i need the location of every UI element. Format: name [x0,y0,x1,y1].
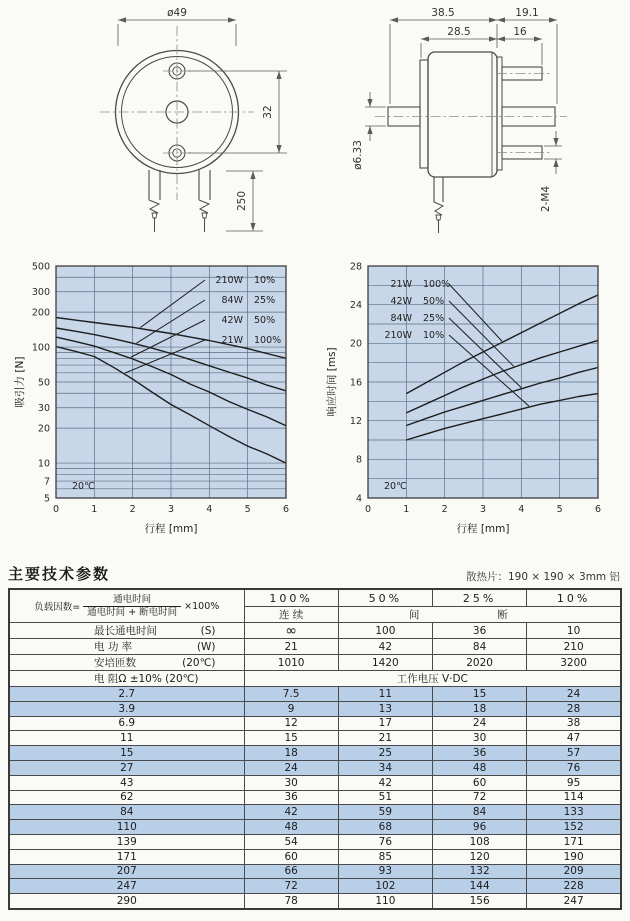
x-tick-label: 5 [244,504,251,515]
y-tick-label: 12 [349,415,362,427]
duty-formula [10,594,244,618]
value-cell: 42 [338,775,432,790]
dim-stud-label: 16 [513,26,527,38]
value-cell: 62 [9,790,244,805]
value-cell: 84 [432,805,526,820]
table-row [9,849,621,864]
value-cell: 110 [338,894,432,909]
y-tick-label: 16 [349,377,362,389]
duty-col-50: 50% [338,589,432,607]
y-tick-label: 20 [349,338,362,350]
x-tick-label: 6 [594,504,602,515]
value-cell: 48 [244,820,338,835]
value-cell: 110 [9,820,244,835]
duty-header-row [9,589,621,607]
table-row [9,760,621,775]
y-axis-label: 响应时间 [ms] [326,347,338,417]
value-cell: 114 [527,790,621,805]
formula-fraction [83,594,181,618]
legend-duty: 10% [423,330,445,341]
value-cell: 54 [244,834,338,849]
y-tick-label: 4 [355,493,362,505]
value-cell: 3.9 [9,701,244,716]
voltage-span-cell: 工作电压 V·DC [244,671,621,687]
y-tick-label: 20 [37,423,50,435]
spec-value-cell: 3200 [527,655,621,671]
value-cell: 132 [432,864,526,879]
value-cell: 9 [244,701,338,716]
y-tick-label: 10 [37,458,50,470]
legend-duty: 100% [423,279,451,290]
value-cell: 28 [527,701,621,716]
legend-power: 210W [384,330,412,341]
spec-value-cell: 1010 [244,655,338,671]
y-tick-label: 100 [31,342,50,354]
value-cell: 24 [432,716,526,731]
force-stroke-chart [8,258,308,550]
value-cell: 144 [432,879,526,894]
value-cell: 152 [527,820,621,835]
value-cell: 85 [338,849,432,864]
heatsink-note: 散热片：190 × 190 × 3mm 铝 [465,571,620,583]
section-title: 主要技术参数 [8,565,111,583]
x-tick-label: 4 [518,504,525,515]
front-view-drawing [0,0,315,258]
value-cell: 15 [9,746,244,761]
value-cell: 30 [432,731,526,746]
value-cell: 6.9 [9,716,244,731]
value-cell: 57 [527,746,621,761]
spec-label-cell [9,655,244,671]
value-cell: 96 [432,820,526,835]
table-row [9,864,621,879]
legend-power: 21W [221,335,243,346]
value-cell: 156 [432,894,526,909]
value-cell: 36 [244,790,338,805]
value-cell: 139 [9,834,244,849]
value-cell: 247 [527,894,621,909]
value-cell: 25 [338,746,432,761]
duty-col-10: 10% [527,589,621,607]
value-cell: 36 [432,746,526,761]
spec-value-cell: 210 [527,639,621,655]
dim-shaft-right-label: 19.1 [515,7,539,19]
spec-table [8,588,622,910]
value-cell: 133 [527,805,621,820]
dim-body-label: 28.5 [447,26,471,38]
value-cell: 38 [527,716,621,731]
value-cell: 66 [244,864,338,879]
value-cell: 247 [9,879,244,894]
y-tick-label: 200 [31,307,50,319]
x-axis-label: 行程 [mm] [144,523,198,535]
spec-label-cell [9,639,244,655]
legend-power: 42W [221,315,243,326]
value-cell: 18 [244,746,338,761]
technical-drawings [0,0,630,258]
formula-prefix: 负载因数= [34,602,81,613]
intermittent-cell [338,607,621,623]
spec-value-cell: 21 [244,639,338,655]
x-tick-label: 1 [91,504,98,515]
table-row [9,879,621,894]
value-cell: 27 [9,760,244,775]
value-cell: 47 [527,731,621,746]
y-tick-label: 500 [31,261,50,273]
spec-value-cell: 42 [338,639,432,655]
spec-row [9,623,621,639]
value-cell: 15 [432,687,526,702]
value-cell: 21 [338,731,432,746]
value-cell: 24 [527,687,621,702]
dim-hole-spacing-label: 32 [262,105,274,119]
value-cell: 60 [432,775,526,790]
x-tick-label: 6 [282,504,290,515]
legend-duty: 50% [423,296,445,307]
dim-diameter-label: ø49 [167,7,187,19]
value-cell: 108 [432,834,526,849]
legend-duty: 50% [254,315,276,326]
value-cell: 68 [338,820,432,835]
y-tick-label: 7 [43,476,50,488]
resistance-header-row [9,671,621,687]
value-cell: 228 [527,879,621,894]
value-cell: 93 [338,864,432,879]
x-tick-label: 3 [479,504,487,515]
table-row [9,834,621,849]
value-cell: 48 [432,760,526,775]
value-cell: 59 [338,805,432,820]
table-row [9,790,621,805]
table-row [9,746,621,761]
value-cell: 60 [244,849,338,864]
legend-power: 84W [390,313,412,324]
spec-label-cell [9,623,244,639]
value-cell: 2.7 [9,687,244,702]
spec-label: 电 功 率 (W) [94,640,216,653]
value-cell: 17 [338,716,432,731]
dimension-arrows [367,17,558,167]
dim-shaft-dia-label: ø6.33 [352,140,364,170]
value-cell: 72 [244,879,338,894]
spec-value-cell: 36 [432,623,526,639]
value-cell: 12 [244,716,338,731]
y-tick-label: 300 [31,287,50,299]
value-cell: 95 [527,775,621,790]
table-row [9,701,621,716]
table-row [9,820,621,835]
y-axis-label: 吸引力 [N] [14,356,26,408]
spec-label: 安培匝数 (20℃) [94,656,216,669]
legend-duty: 10% [254,275,276,286]
y-tick-label: 28 [349,261,362,273]
y-tick-label: 24 [349,299,362,311]
duty-formula-cell [9,589,244,623]
spec-row [9,655,621,671]
table-row [9,687,621,702]
y-tick-label: 5 [43,493,50,505]
spec-value-cell: 2020 [432,655,526,671]
value-cell: 207 [9,864,244,879]
legend-power: 84W [221,295,243,306]
value-cell: 30 [244,775,338,790]
x-tick-label: 0 [52,504,60,515]
continuous-cell: 连 续 [244,607,338,623]
x-tick-label: 3 [167,504,175,515]
spec-value-cell: 10 [527,623,621,639]
table-row [9,805,621,820]
dim-studs-label: 2-M4 [540,185,552,213]
parameters-header [0,552,630,586]
y-tick-label: 30 [37,403,50,415]
legend-power: 210W [215,275,243,286]
value-cell: 72 [432,790,526,805]
value-cell: 120 [432,849,526,864]
value-cell: 171 [527,834,621,849]
x-tick-label: 1 [403,504,410,515]
value-cell: 7.5 [244,687,338,702]
table-row [9,716,621,731]
x-tick-label: 5 [556,504,563,515]
duty-col-100: 100% [244,589,338,607]
response-time-chart [320,258,620,550]
value-cell: 13 [338,701,432,716]
spec-value-cell: 100 [338,623,432,639]
x-tick-label: 0 [364,504,372,515]
temperature-annotation: 20℃ [72,481,95,492]
duty-col-25: 25% [432,589,526,607]
value-cell: 43 [9,775,244,790]
value-cell: 78 [244,894,338,909]
value-cell: 102 [338,879,432,894]
y-tick-label: 50 [37,377,50,389]
legend-power: 42W [390,296,412,307]
dimension-lines [118,20,287,231]
spec-table-wrap [8,588,622,919]
value-cell: 51 [338,790,432,805]
formula-suffix: ×100% [184,600,220,612]
dim-overall-label: 38.5 [431,7,455,19]
spec-value-cell: 84 [432,639,526,655]
formula-numerator: 通电时间 [83,594,181,606]
value-cell: 209 [527,864,621,879]
value-cell: 15 [244,731,338,746]
side-view-drawing [315,0,630,258]
value-cell: 34 [338,760,432,775]
temperature-annotation: 20℃ [384,481,407,492]
dimension-arrows [118,17,282,231]
table-row [9,731,621,746]
x-tick-label: 4 [206,504,213,515]
spec-value-cell: 1420 [338,655,432,671]
value-cell: 24 [244,760,338,775]
table-row [9,894,621,909]
legend-power: 21W [390,279,412,290]
solenoid-side-outline [388,52,555,233]
spec-value-cell: ∞ [244,623,338,639]
value-cell: 76 [338,834,432,849]
value-cell: 190 [527,849,621,864]
legend-duty: 25% [423,313,445,324]
x-tick-label: 2 [441,504,448,515]
intermittent-label: 间 断 [408,609,508,621]
value-cell: 18 [432,701,526,716]
value-cell: 76 [527,760,621,775]
x-tick-label: 2 [129,504,136,515]
value-cell: 42 [244,805,338,820]
table-row [9,775,621,790]
dim-lead-length-label: 250 [236,190,248,212]
y-tick-label: 8 [355,454,362,466]
performance-charts [0,258,630,550]
value-cell: 290 [9,894,244,909]
value-cell: 11 [338,687,432,702]
legend-duty: 100% [254,335,282,346]
value-cell: 171 [9,849,244,864]
spec-row [9,639,621,655]
value-cell: 84 [9,805,244,820]
x-axis-label: 行程 [mm] [456,523,510,535]
centerlines [375,74,567,153]
value-cell: 11 [9,731,244,746]
dimension-lines [365,20,562,174]
legend-duty: 25% [254,295,276,306]
resistance-label-cell: 电 阻Ω ±10% (20℃) [9,671,244,687]
spec-label: 最长通电时间 (S) [94,624,216,637]
formula-denominator: 通电时间 + 断电时间 [87,606,178,618]
